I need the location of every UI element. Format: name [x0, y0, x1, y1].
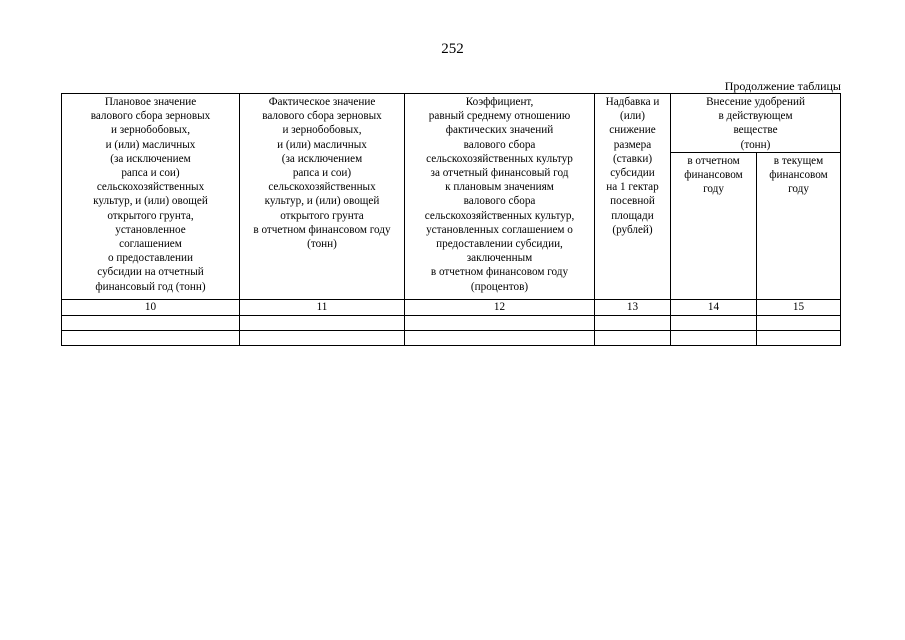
header-cell-col-12 [405, 94, 595, 300]
empty-cell [757, 316, 841, 331]
header-text-col-11: Фактическое значение валового сбора зерновых и зернобобовых, и (или) масличных (за исключением рапса и сои) сельскохозяйственных культур, и (или) овощей открытого грунта в отчетном финансовом году (тонн) [253, 96, 391, 251]
header-cell-fertilizer-group [671, 94, 841, 153]
data-table [61, 93, 841, 346]
header-text-col-15: в текущем финансовом году [769, 155, 828, 196]
column-number-cell: 12 [405, 300, 595, 316]
header-text-fertilizer-group: Внесение удобрений в действующем веществе (тонн) [706, 96, 805, 151]
empty-cell [405, 316, 595, 331]
header-cell-col-13 [595, 94, 671, 300]
header-cell-col-11 [240, 94, 405, 300]
column-number-cell: 14 [671, 300, 757, 316]
header-cell-col-14 [671, 153, 757, 300]
header-text-col-14: в отчетном финансовом году [684, 155, 743, 196]
header-cell-col-15 [757, 153, 841, 300]
header-cell-col-10 [62, 94, 240, 300]
empty-cell [240, 331, 405, 346]
column-number-cell: 13 [595, 300, 671, 316]
header-text-col-13: Надбавка и (или) снижение размера (ставки) субсидии на 1 гектар посевной площади (рублей) [605, 96, 660, 236]
empty-cell [595, 316, 671, 331]
empty-cell [671, 331, 757, 346]
empty-cell [62, 316, 240, 331]
column-number-row [62, 300, 841, 316]
empty-cell [595, 331, 671, 346]
column-number-cell: 10 [62, 300, 240, 316]
table-row [62, 316, 841, 331]
table-continuation-label: Продолжение таблицы [724, 79, 841, 93]
table-header-row [62, 94, 841, 153]
empty-cell [757, 331, 841, 346]
column-number-cell: 11 [240, 300, 405, 316]
empty-cell [240, 316, 405, 331]
empty-cell [671, 316, 757, 331]
header-text-col-10: Плановое значение валового сбора зерновых и зернобобовых, и (или) масличных (за исключением рапса и сои) сельскохозяйственных культур, и (или) овощей открытого грунта, установленное соглашением о предоставлении субсидии на отчетный финансовый год (тонн) [90, 96, 211, 293]
table-row [62, 331, 841, 346]
page-number: 252 [441, 41, 464, 57]
empty-cell [62, 331, 240, 346]
header-text-col-12: Коэффициент, равный среднему отношению фактических значений валового сбора сельскохозяйственных культур за отчетный финансовый год к плановым значениям валового сбора сельскохозяйственных культур, установленных соглашением о предоставлении субсидии, заключенным в отчетном финансовом году (процентов) [424, 96, 575, 293]
empty-cell [405, 331, 595, 346]
column-number-cell: 15 [757, 300, 841, 316]
